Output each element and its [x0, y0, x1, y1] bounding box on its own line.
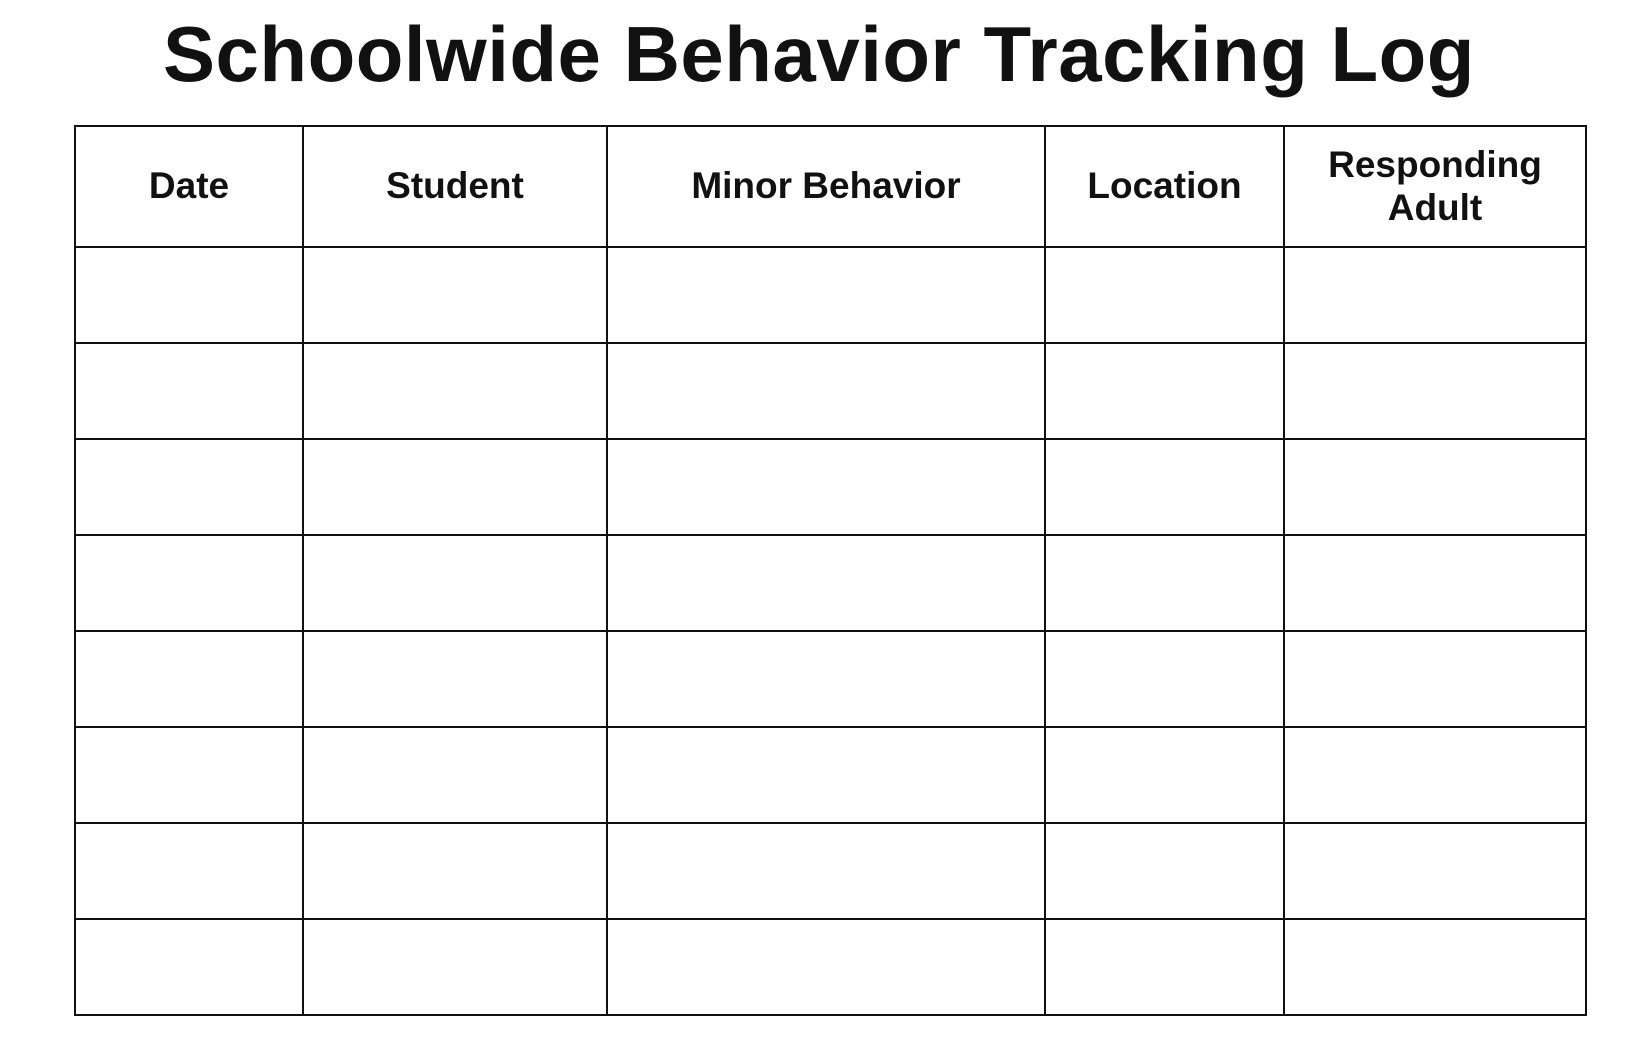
student-cell[interactable]	[303, 535, 607, 631]
responding-adult-cell[interactable]	[1284, 439, 1586, 535]
minor-behavior-cell[interactable]	[607, 343, 1045, 439]
student-cell[interactable]	[303, 439, 607, 535]
column-header-student	[303, 126, 607, 247]
minor-behavior-cell[interactable]	[607, 919, 1045, 1015]
responding-adult-cell[interactable]	[1284, 631, 1586, 727]
table-row	[75, 439, 1586, 535]
date-cell[interactable]	[75, 247, 303, 343]
minor-behavior-cell[interactable]	[607, 439, 1045, 535]
minor-behavior-cell[interactable]	[607, 247, 1045, 343]
column-header-label: Responding Adult	[1328, 143, 1542, 228]
column-header-responding-adult	[1284, 126, 1586, 247]
responding-adult-cell[interactable]	[1284, 247, 1586, 343]
table-row	[75, 727, 1586, 823]
page-title: Schoolwide Behavior Tracking Log	[163, 10, 1475, 98]
minor-behavior-cell[interactable]	[607, 535, 1045, 631]
date-cell[interactable]	[75, 343, 303, 439]
table-row	[75, 343, 1586, 439]
table-row	[75, 247, 1586, 343]
location-cell[interactable]	[1045, 343, 1284, 439]
date-cell[interactable]	[75, 439, 303, 535]
table-row	[75, 823, 1586, 919]
location-cell[interactable]	[1045, 535, 1284, 631]
date-cell[interactable]	[75, 727, 303, 823]
date-cell[interactable]	[75, 823, 303, 919]
student-cell[interactable]	[303, 343, 607, 439]
column-header-date	[75, 126, 303, 247]
column-header-minor-behavior	[607, 126, 1045, 247]
responding-adult-cell[interactable]	[1284, 727, 1586, 823]
column-header-location	[1045, 126, 1284, 247]
student-cell[interactable]	[303, 823, 607, 919]
location-cell[interactable]	[1045, 439, 1284, 535]
table-header-row	[75, 126, 1586, 247]
behavior-log-table	[74, 125, 1587, 1016]
location-cell[interactable]	[1045, 247, 1284, 343]
responding-adult-cell[interactable]	[1284, 823, 1586, 919]
student-cell[interactable]	[303, 919, 607, 1015]
table-row	[75, 919, 1586, 1015]
table-row	[75, 535, 1586, 631]
column-header-label: Location	[1087, 165, 1242, 207]
table-row	[75, 631, 1586, 727]
responding-adult-cell[interactable]	[1284, 919, 1586, 1015]
minor-behavior-cell[interactable]	[607, 727, 1045, 823]
location-cell[interactable]	[1045, 631, 1284, 727]
minor-behavior-cell[interactable]	[607, 823, 1045, 919]
date-cell[interactable]	[75, 631, 303, 727]
student-cell[interactable]	[303, 727, 607, 823]
column-header-label: Student	[386, 165, 524, 207]
location-cell[interactable]	[1045, 727, 1284, 823]
location-cell[interactable]	[1045, 823, 1284, 919]
responding-adult-cell[interactable]	[1284, 343, 1586, 439]
date-cell[interactable]	[75, 535, 303, 631]
responding-adult-cell[interactable]	[1284, 535, 1586, 631]
location-cell[interactable]	[1045, 919, 1284, 1015]
student-cell[interactable]	[303, 631, 607, 727]
student-cell[interactable]	[303, 247, 607, 343]
column-header-label: Minor Behavior	[691, 165, 961, 207]
date-cell[interactable]	[75, 919, 303, 1015]
column-header-label: Date	[148, 165, 230, 207]
minor-behavior-cell[interactable]	[607, 631, 1045, 727]
